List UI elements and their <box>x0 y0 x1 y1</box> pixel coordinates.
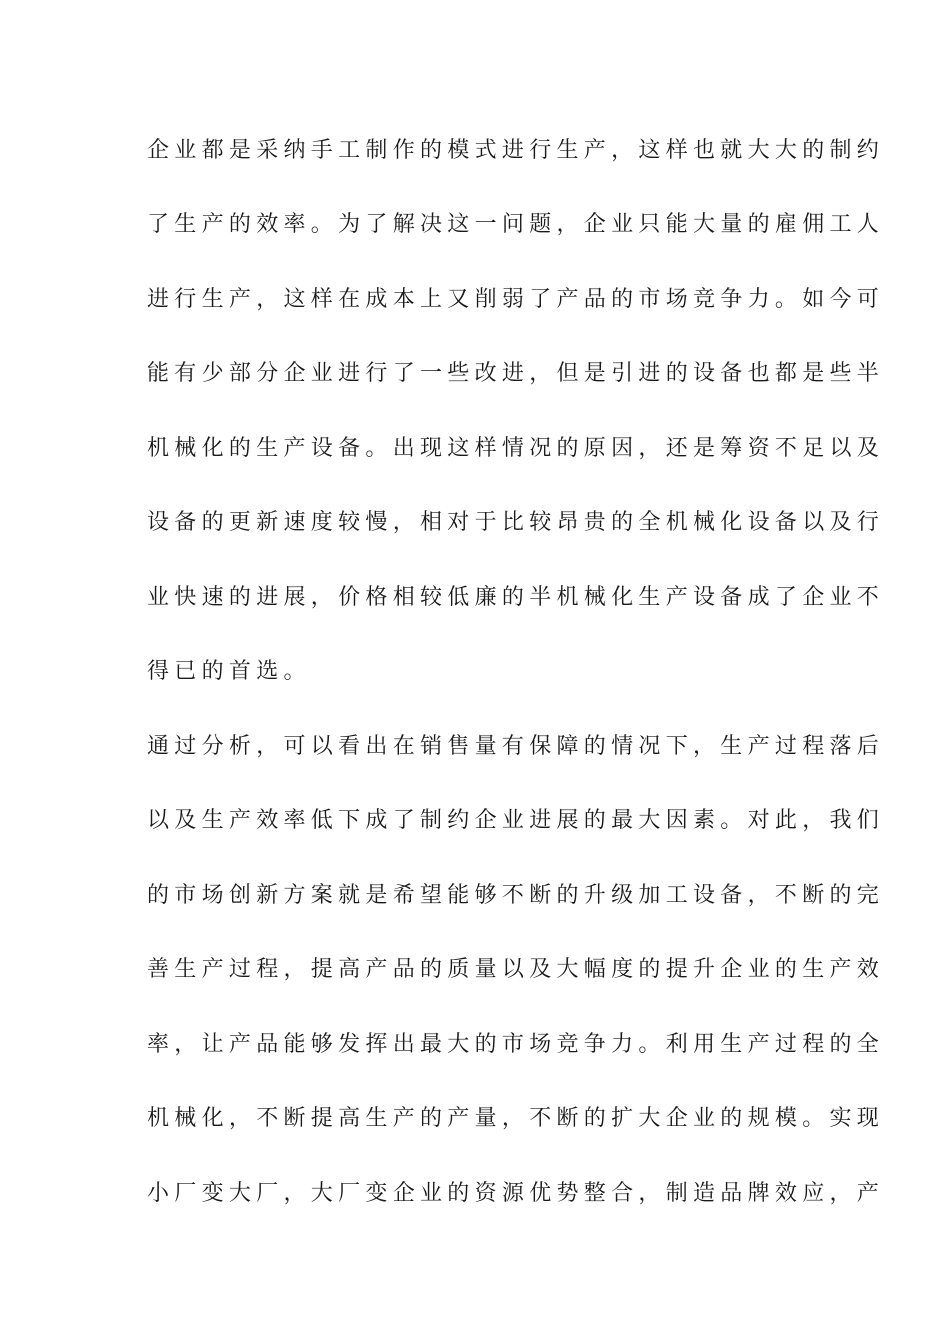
text-line: 以及生产效率低下成了制约企业进展的最大因素。对此，我们 <box>147 808 885 833</box>
text-line: 善生产过程，提高产品的质量以及大幅度的提升企业的生产效 <box>147 957 885 982</box>
text-line: 企业都是采纳手工制作的模式进行生产，这样也就大大的制约 <box>147 138 885 163</box>
text-line: 能有少部分企业进行了一些改进，但是引进的设备也都是些半 <box>147 361 885 386</box>
text-line: 机械化，不断提高生产的产量，不断的扩大企业的规模。实现 <box>147 1106 885 1131</box>
text-line: 的市场创新方案就是希望能够不断的升级加工设备，不断的完 <box>147 883 885 908</box>
text-line: 机械化的生产设备。出现这样情况的原因，还是筹资不足以及 <box>147 436 885 461</box>
text-line: 了生产的效率。为了解决这一问题，企业只能大量的雇佣工人 <box>147 212 885 237</box>
text-line: 率，让产品能够发挥出最大的市场竞争力。利用生产过程的全 <box>147 1032 885 1057</box>
text-line: 小厂变大厂，大厂变企业的资源优势整合，制造品牌效应，产 <box>147 1181 885 1206</box>
text-line: 设备的更新速度较慢，相对于比较昂贵的全机械化设备以及行 <box>147 510 885 535</box>
text-line: 进行生产，这样在成本上又削弱了产品的市场竞争力。如今可 <box>147 287 885 312</box>
text-line: 通过分析，可以看出在销售量有保障的情况下，生产过程落后 <box>147 734 885 759</box>
text-line: 得已的首选。 <box>147 659 311 684</box>
text-line: 业快速的进展，价格相较低廉的半机械化生产设备成了企业不 <box>147 585 885 610</box>
